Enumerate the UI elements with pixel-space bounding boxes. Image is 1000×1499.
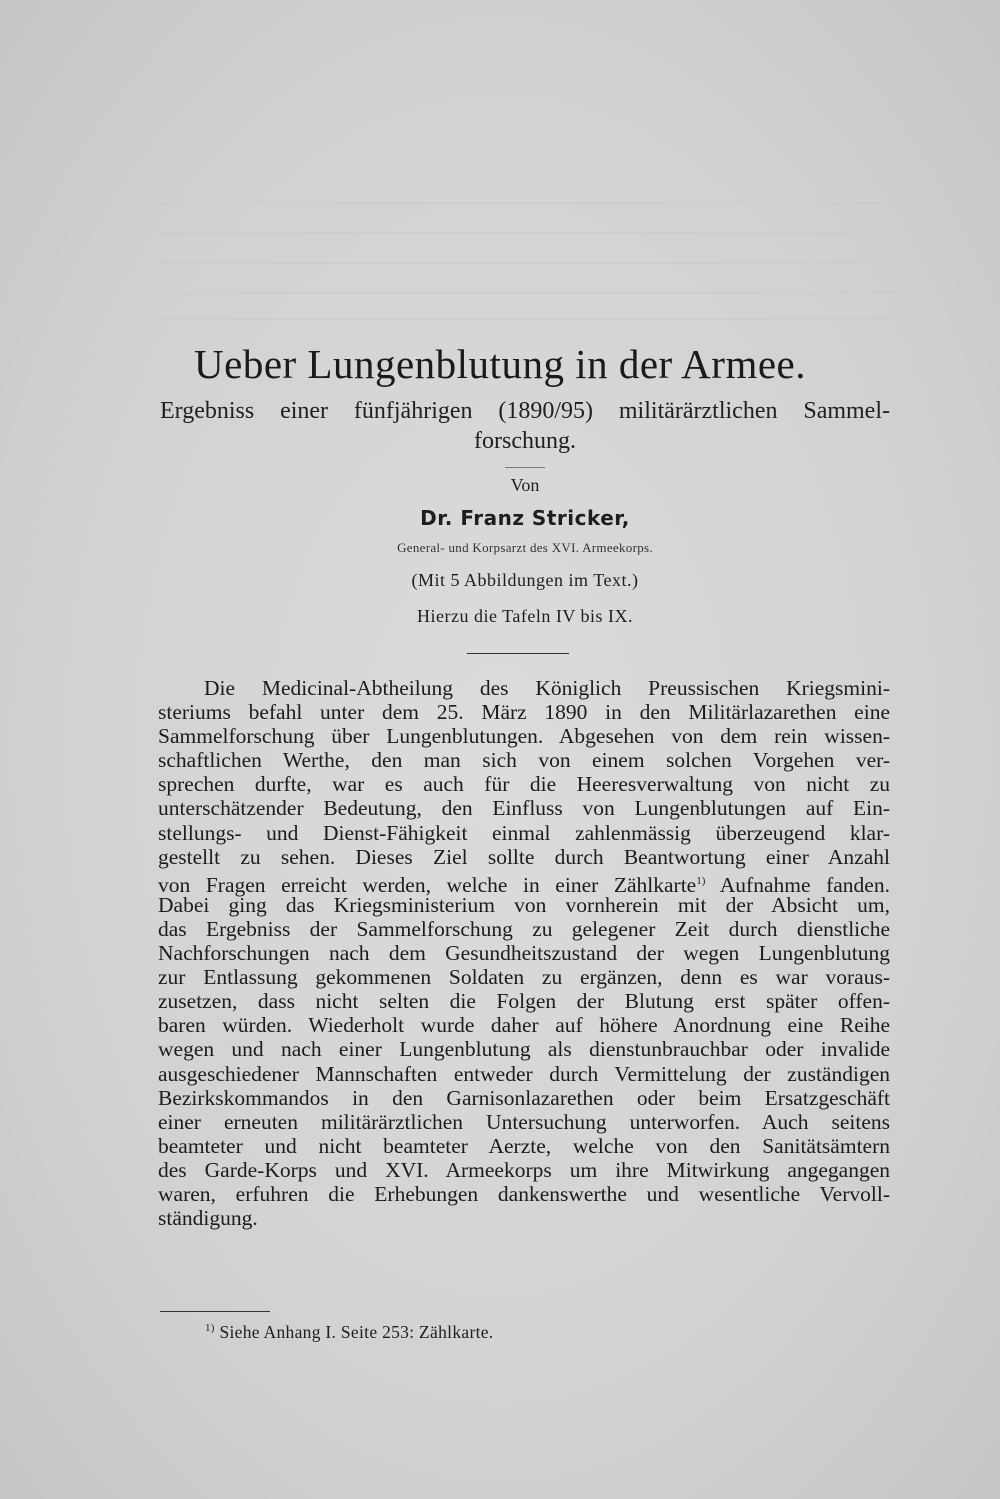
bleed-through-line xyxy=(160,292,900,294)
body-line: Dabei ging das Kriegsministerium von vornherein mit der Absicht um, xyxy=(158,892,890,917)
body-line: sprechen durfte, war es auch für die Heeresverwaltung von nicht zu xyxy=(158,772,890,797)
body-line-with-footnote-ref xyxy=(158,869,890,897)
body-line: einer erneuten militärärztlichen Untersuchung unterworfen. Auch seitens xyxy=(158,1109,890,1134)
body-line: das Ergebniss der Sammelforschung zu gelegener Zeit durch dienstliche xyxy=(158,916,890,941)
footnote-marker: 1) xyxy=(205,1322,215,1335)
body-line: Sammelforschung über Lungenblutungen. Abgesehen von dem rein wissen- xyxy=(158,724,890,749)
footnote-rule xyxy=(160,1311,270,1312)
body-line: steriums befahl unter dem 25. März 1890 in den Militärlazarethen eine xyxy=(158,700,890,725)
body-line: waren, erfuhren die Erhebungen dankenswerthe und wesentliche Vervoll- xyxy=(158,1181,890,1206)
bleed-through-line xyxy=(160,202,900,204)
bleed-through-line xyxy=(160,262,900,264)
author-affiliation: General- und Korpsarzt des XVI. Armeekorps. xyxy=(397,540,653,555)
footnote-text: Siehe Anhang I. Seite 253: Zählkarte. xyxy=(219,1322,494,1342)
title-rule xyxy=(505,467,545,468)
body-line-text: Aufnahme fanden. xyxy=(719,872,890,897)
subtitle-line-2: forschung. xyxy=(474,428,576,454)
body-line: baren würden. Wiederholt wurde daher auf höhere Anordnung eine Reihe xyxy=(158,1013,890,1038)
plates-note: Hierzu die Tafeln IV bis IX. xyxy=(416,606,634,626)
body-line: ständigung. xyxy=(158,1206,258,1231)
body-line: ausgeschiedener Mannschaften entweder durch Vermittelung der zuständigen xyxy=(158,1061,890,1086)
body-line: gestellt zu sehen. Dieses Ziel sollte durch Beantwortung einer Anzahl xyxy=(158,844,890,869)
subtitle-line-1: Ergebniss einer fünfjährigen (1890/95) militärärztlichen Sammel- xyxy=(160,398,890,424)
footnote xyxy=(205,1322,493,1343)
bleed-through-line xyxy=(160,318,900,320)
body-line: Bezirkskommandos in den Garnisonlazarethen oder beim Ersatzgeschäft xyxy=(158,1085,890,1110)
section-rule xyxy=(467,653,569,654)
body-line: zur Entlassung gekommenen Soldaten zu ergänzen, denn es war voraus- xyxy=(158,965,890,990)
body-line: des Garde-Korps und XVI. Armeekorps um ihre Mitwirkung angegangen xyxy=(158,1157,890,1182)
body-paragraph xyxy=(158,676,890,1230)
body-line-text: von Fragen erreicht werden, welche in einer Zählkarte xyxy=(158,872,697,897)
bleed-through-line xyxy=(160,232,900,234)
body-line: wegen und nach einer Lungenblutung als dienstunbrauchbar oder invalide xyxy=(158,1037,890,1062)
body-line: stellungs- und Dienst-Fähigkeit einmal zahlenmässig überzeugend klar- xyxy=(158,820,890,845)
body-line: Nachforschungen nach dem Gesundheitszustand der wegen Lungenblutung xyxy=(158,941,890,966)
page-subtitle xyxy=(160,396,890,456)
byline-von: Von xyxy=(510,475,540,495)
body-line: beamteter und nicht beamteter Aerzte, welche von den Sanitätsämtern xyxy=(158,1133,890,1158)
page-title: Ueber Lungenblutung in der Armee. xyxy=(194,341,806,387)
author-name: Dr. Franz Stricker, xyxy=(420,506,630,530)
illustrations-note: (Mit 5 Abbildungen im Text.) xyxy=(411,570,639,590)
body-line: schaftlichen Werthe, den man sich von einem solchen Vorgehen ver- xyxy=(158,748,890,773)
body-line: Die Medicinal-Abtheilung des Königlich Preussischen Kriegsmini- xyxy=(204,676,890,700)
body-line: zusetzen, dass nicht selten die Folgen der Blutung erst später offen- xyxy=(158,989,890,1014)
body-line: unterschätzender Bedeutung, den Einfluss von Lungenblutungen auf Ein- xyxy=(158,796,890,821)
footnote-reference[interactable]: 1) xyxy=(696,874,706,887)
